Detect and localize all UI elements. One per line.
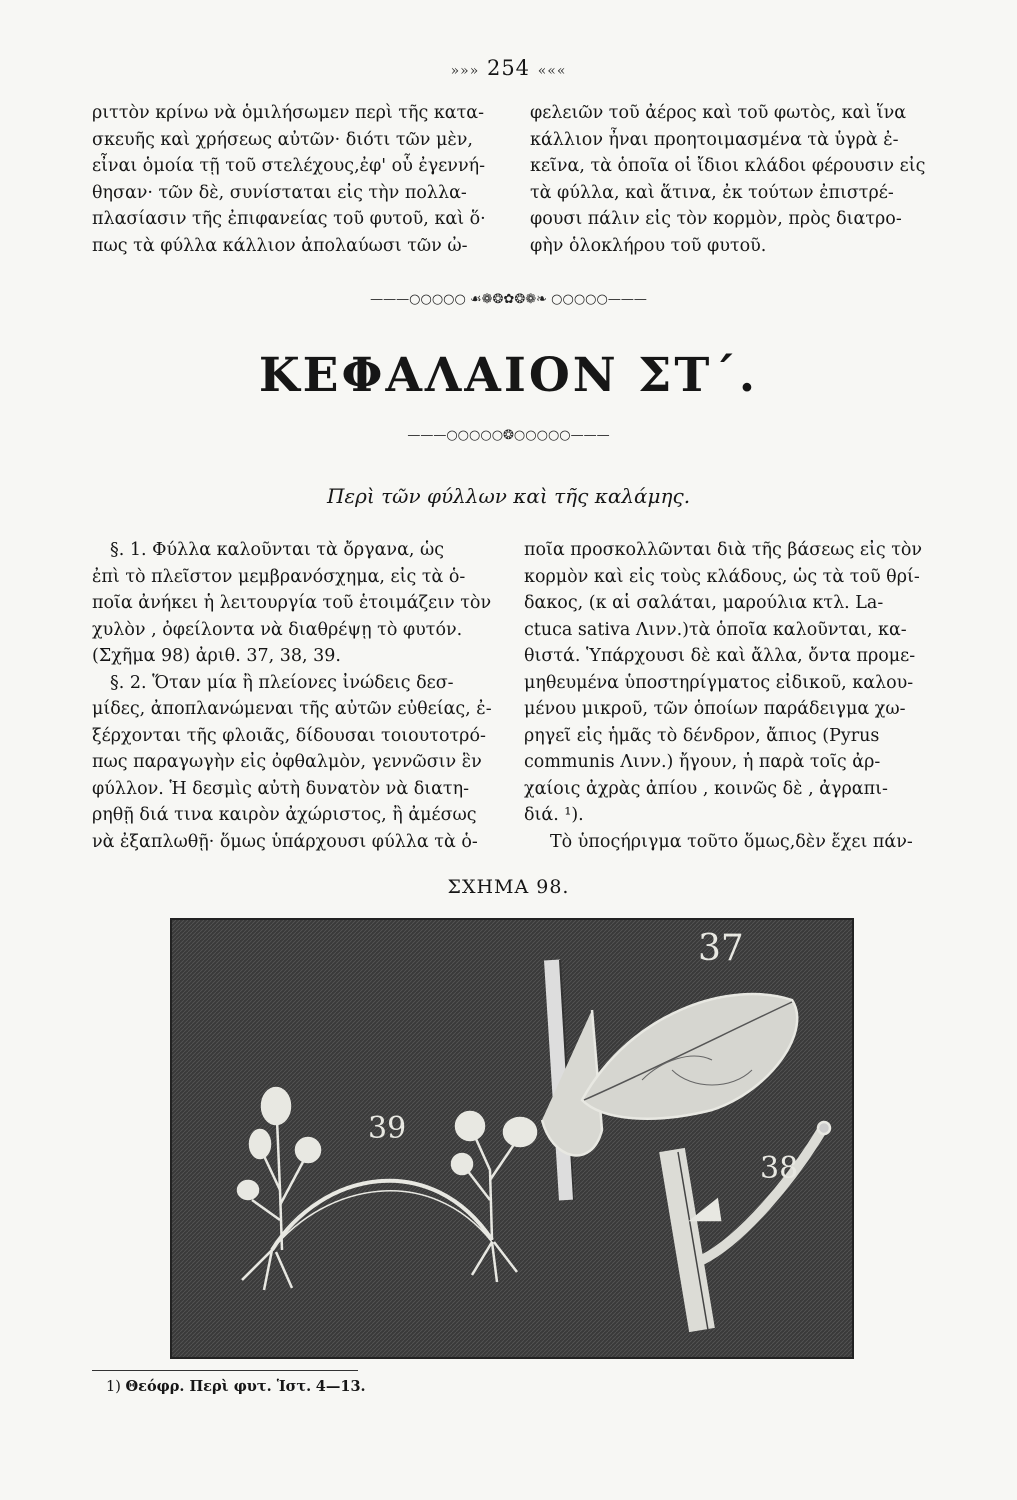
text-line: φουσι πάλιν εἰς τὸν κορμὸν, πρὸς διατρο- xyxy=(530,209,902,229)
botanical-illustration xyxy=(170,918,854,1359)
text-line: χαίοις ἀχρὰς ἀπίου , κοινῶς δὲ , ἀγραπι- xyxy=(524,778,888,799)
footnote-rule xyxy=(92,1370,358,1371)
text-line: ρηθῇ διά τινα καιρὸν ἀχώριστος, ἢ ἀμέσως xyxy=(92,805,477,825)
text-line: διά. ¹). xyxy=(524,805,584,825)
text-line: πως τὰ φύλλα κάλλιον ἀπολαύωσι τῶν ὠ- xyxy=(92,235,468,256)
text-line: φελειῶν τοῦ ἀέρος καὶ τοῦ φωτὸς, καὶ ἵνα xyxy=(530,103,907,123)
text-line: φὴν ὁλοκλήρου τοῦ φυτοῦ. xyxy=(530,235,767,256)
text-line: φύλλον. Ἡ δεσμὶς αὐτὴ δυνατὸν νὰ διατη- xyxy=(92,778,469,799)
mid-right-column xyxy=(524,537,942,855)
text-line: communis Λινν.) ἤγουν, ἡ παρὰ τοῖς ἀρ- xyxy=(524,752,881,772)
top-left-column xyxy=(92,100,498,259)
text-line: κορμὸν καὶ εἰς τοὺς κλάδους, ὡς τὰ τοῦ θρί- xyxy=(524,566,920,587)
text-line: νὰ ἐξαπλωθῇ· ὅμως ὑπάρχουσι φύλλα τὰ ὁ- xyxy=(92,831,478,852)
text-line: ποῖα ἀνήκει ἡ λειτουργία τοῦ ἑτοιμάζειν τὸν xyxy=(92,593,492,613)
footnote-text: Θεόφρ. Περὶ φυτ. Ἱστ. xyxy=(125,1378,312,1395)
text-line: ριττὸν κρίνω νὰ ὁμιλήσωμεν περὶ τῆς κατα- xyxy=(92,103,485,123)
figure-label-38: 38 xyxy=(760,1151,799,1186)
text-line: σκευῆς καὶ χρήσεως αὐτῶν· διότι τῶν μὲν, xyxy=(92,129,473,150)
page-number xyxy=(0,56,1017,80)
text-line: τὰ φύλλα, καὶ ἅτινα, ἐκ τούτων ἐπιστρέ- xyxy=(530,182,894,203)
text-line: πως παραγωγὴν εἰς ὀφθαλμὸν, γεννῶσιν ἓν xyxy=(92,752,482,772)
text-line: κάλλιον ἦναι προητοιμασμένα τὰ ὑγρὰ ἐ- xyxy=(530,129,899,150)
text-line: §. 2. Ὅταν μία ἢ πλείονες ἰνώδεις δεσ- xyxy=(110,672,454,693)
figure-caption: ΣΧΗΜΑ 98. xyxy=(447,876,570,898)
figure-label-37: 37 xyxy=(698,928,744,969)
text-line: δακος, (κ αἱ σαλάται, μαρούλια κτλ. La- xyxy=(524,593,884,613)
text-line: (Σχῆμα 98) ἀριθ. 37, 38, 39. xyxy=(92,646,341,666)
illustration-svg xyxy=(172,920,852,1357)
figure-label-39: 39 xyxy=(368,1111,407,1146)
page-number-value: 254 xyxy=(486,56,531,80)
text-line: θησαν· τῶν δὲ, συνίσταται εἰς τὴν πολλα- xyxy=(92,182,467,203)
section-title: Περὶ τῶν φύλλων καὶ τῆς καλάμης. xyxy=(326,484,691,508)
text-line: ρηγεῖ εἰς ἡμᾶς τὸ δένδρον, ἄπιος (Pyrus xyxy=(524,725,880,746)
ornament-right: ««« xyxy=(537,63,567,79)
text-line: εἶναι ὁμοία τῇ τοῦ στελέχους,ἐφ' οὗ ἐγεννή- xyxy=(92,156,485,176)
footnote-ref: 4—13. xyxy=(315,1378,366,1395)
text-line: §. 1. Φύλλα καλοῦνται τὰ ὄργανα, ὡς xyxy=(110,540,445,560)
text-line: μίδες, ἀποπλανώμεναι τῆς αὐτῶν εὐθείας, ἐ- xyxy=(92,699,492,719)
ornament-left: »»» xyxy=(450,63,480,79)
mid-left-column xyxy=(92,537,498,855)
text-line: ξέρχονται τῆς φλοιᾶς, δίδουσαι τοιουτοτρό- xyxy=(92,725,486,746)
text-line: πλασίασιν τῆς ἐπιφανείας τοῦ φυτοῦ, καὶ ὅ· xyxy=(92,209,486,229)
footnote xyxy=(106,1378,366,1395)
ornamental-divider-bottom: ———○○○○○❂○○○○○——— xyxy=(407,428,610,443)
ornamental-divider-top: ———○○○○○ ☙❁❂✿❂❁❧ ○○○○○——— xyxy=(370,292,647,307)
footnote-marker: 1) xyxy=(106,1379,121,1395)
top-right-column xyxy=(530,100,942,259)
chapter-title: ΚΕΦΑΛΑΙΟΝ ΣΤ΄. xyxy=(258,348,759,403)
text-line: κεῖνα, τὰ ὁποῖα οἱ ἴδιοι κλάδοι φέρουσιν εἰς xyxy=(530,156,926,176)
text-line: Τὸ ὑποςήριγμα τοῦτο ὅμως,δὲν ἔχει πάν- xyxy=(550,831,913,852)
text-line: χυλὸν , ὀφείλοντα νὰ διαθρέψῃ τὸ φυτόν. xyxy=(92,619,463,640)
text-line: μένου μικροῦ, τῶν ὁποίων παράδειγμα χω- xyxy=(524,699,906,719)
text-line: ctuca sativa Λινν.)τὰ ὁποῖα καλοῦνται, κα- xyxy=(524,619,907,640)
text-line: μηθευμένα ὑποστηρίγματος εἰδικοῦ, καλου- xyxy=(524,672,914,693)
text-line: ποῖα προσκολλῶνται διὰ τῆς βάσεως εἰς τὸν xyxy=(524,540,923,560)
text-line: ἐπὶ τὸ πλεῖστον μεμβρανόσχημα, εἰς τὰ ὁ- xyxy=(92,566,466,587)
text-line: θιστά. Ὑπάρχουσι δὲ καὶ ἄλλα, ὄντα προμε- xyxy=(524,646,916,666)
